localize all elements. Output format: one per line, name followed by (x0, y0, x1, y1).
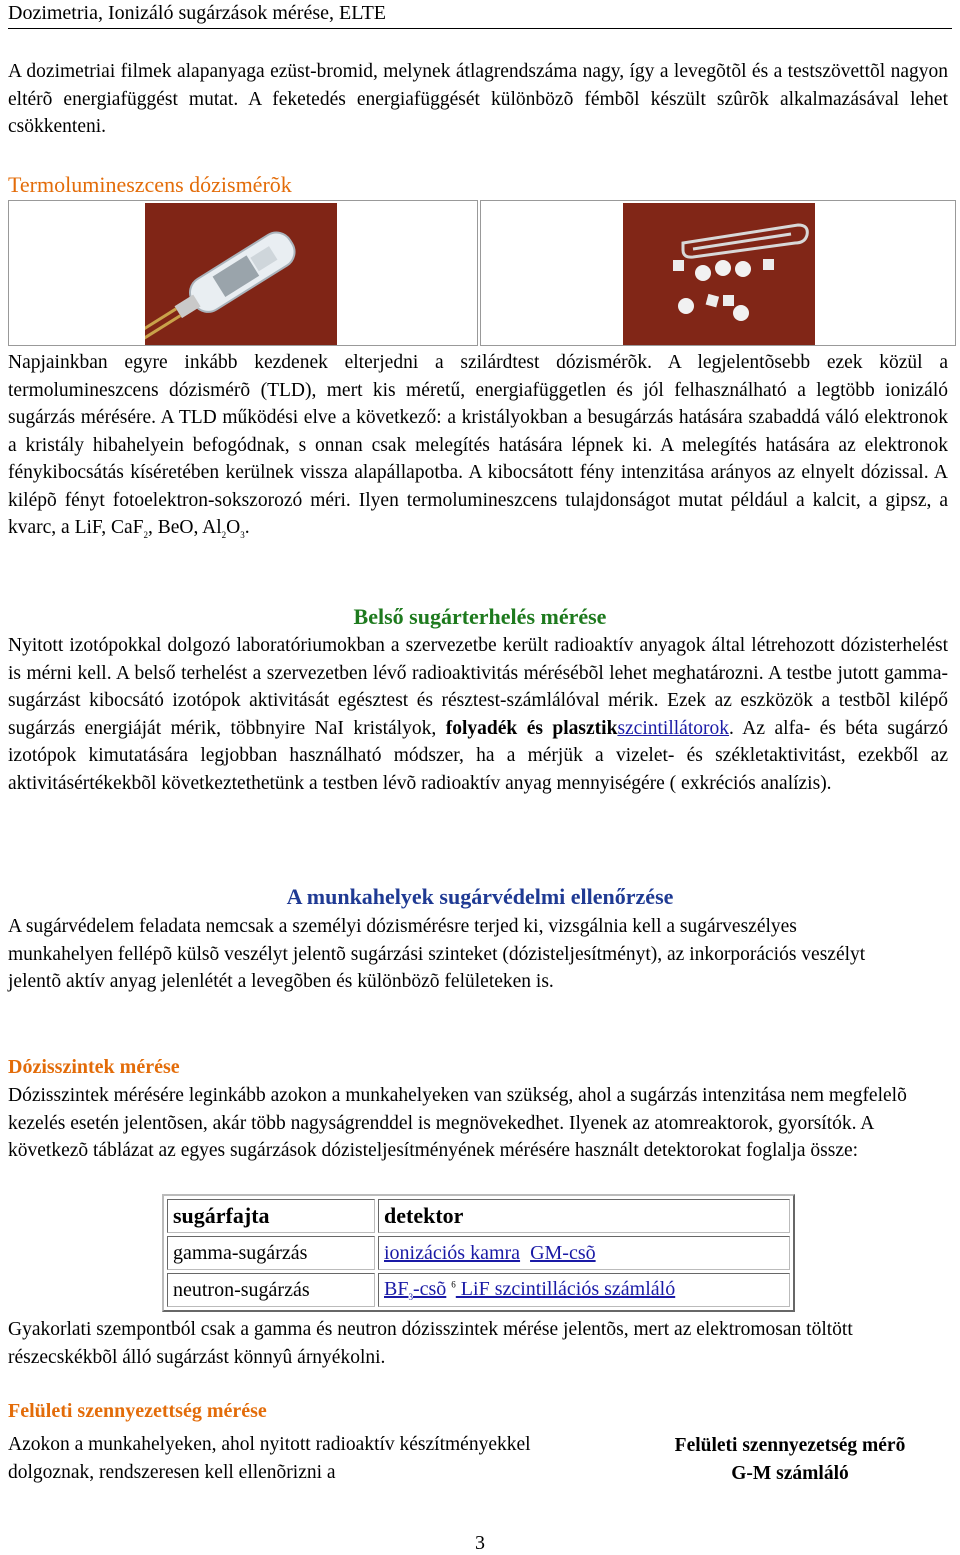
scintillator-link[interactable]: szcintillátorok (617, 717, 729, 739)
internal-exposure-paragraph (8, 632, 948, 797)
lif-scintillation-counter-link[interactable]: LiF szcintillációs számláló (455, 1278, 676, 1300)
image-cell-left (8, 200, 478, 346)
cell-neutron: neutron-sugárzás (167, 1273, 375, 1307)
intro-paragraph: A dozimetriai filmek alapanyaga ezüst-bromid, melynek átlagrendszáma nagy, így a levegõtõl és a testszövettõl nagyon eltérõ energiafüggést mutat. A feketedés energiafüggését különbözõ fémbõl készült szûrõk alkalmazásával lehet csökkenteni. (8, 61, 948, 137)
col-header-radiation-type: sugárfajta (167, 1199, 375, 1233)
workplace-heading: A munkahelyek sugárvédelmi ellenőrzése (286, 884, 674, 909)
dose-rate-heading: Dózisszintek mérése (8, 1056, 180, 1078)
table-row (167, 1236, 790, 1270)
tld-heading: Termolumineszcens dózismérõk (8, 172, 292, 197)
surface-heading: Felületi szennyezettség mérése (8, 1400, 267, 1422)
cell-gamma: gamma-sugárzás (167, 1236, 375, 1270)
tld-formula-o: O (226, 517, 241, 538)
tld-paragraph-text: Napjainkban egyre inkább kezdenek elterjedni a szilárdtest dózismérõk. A legjelentõsebb ezek közül a termolumineszcens dózismérõ (TLD), mert kis méretű, energiafüggetlen és jól felhasználható a legtöbb ionizáló sugárzás mérésére. A TLD működési elve a következő: a kristályokban a besugárzás hatására szabaddá váló elektronok a kristály hibahelyein befogódnak, s onnan csak melegítés hatására lépnek ki. A melegítés hatására az elektronok fénykibocsátás kíséretében kerülnek vissza alapállapotba. A kibocsátott fény intenzitása arányos az elnyelt dózissal. A kilépõ fényt fotoelektron-sokszorozó méri. Ilyen termolumineszcens tulajdonságot mutat például a kalcit, a gipsz, a kvarc, a LiF, CaF (8, 352, 948, 538)
surface-caption-line1: Felületi szennyezetség mérõ (674, 1435, 906, 1456)
tld-chips-photo (623, 203, 815, 345)
document-title: Dozimetria, Ionizáló sugárzások mérése, ELTE (8, 2, 387, 24)
internal-exposure-heading: Belső sugárterhelés mérése (353, 604, 607, 629)
caf2-subscript: 2 (143, 529, 148, 540)
page-header (0, 0, 960, 30)
internal-text-a: Nyitott izotópokkal dolgozó laboratóriumokban a szervezetbe került radioaktív anyagok által létrehozott dózisterhelést is mérni kell. A belső terhelést a szervezetben lévő radioaktivitás mérésébõl lehet meghatározni. A testbe jutott gamma-sugárzást kibocsátó izotópok aktivitását egésztest és résztest-számlálóval mérik. Ezek az eszközök a testbõl kilépő sugárzás energiáját mérik, többnyire NaI kristályok, (8, 635, 948, 739)
internal-bold-text: folyadék és plasztik (445, 717, 618, 739)
bf3-tube-link[interactable]: $BF_3$-csõ (384, 1278, 447, 1302)
tld-image-row (8, 200, 956, 346)
header-divider (8, 28, 952, 29)
ionization-chamber-link[interactable]: ionizációs kamra (384, 1241, 521, 1264)
page-number: 3 (475, 1532, 485, 1554)
dose-rate-paragraph: Dózisszintek mérésére leginkább azokon a munkahelyeken van szükség, ahol a sugárzás intenzitása nem megfelelõ kezelés esetén jelentõsen, akár több nagyságrenddel is megnövekedhet. Ilyenek az atomreaktorok, gyorsítók. A következõ táblázat az egyes sugárzások dózisteljesítményének mérésére használt detektorokat foglalja össze: (8, 1085, 907, 1161)
dose-rate-after-paragraph: Gyakorlati szempontból csak a gamma és neutron dózisszintek mérése jelentõs, mert az elektromosan töltött részecskékbõl álló sugárzást könnyû árnyékolni. (8, 1319, 853, 1368)
cell-neutron-detectors (378, 1273, 790, 1307)
image-cell-right (480, 200, 956, 346)
table-header-row (167, 1199, 790, 1233)
al2-subscript: 2 (221, 529, 227, 540)
detector-table (162, 1194, 795, 1312)
tld-capsule-photo (145, 203, 337, 345)
tld-formula-end: . (244, 517, 250, 538)
workplace-paragraph: A sugárvédelem feladata nemcsak a személyi dózismérésre terjed ki, vizsgálnia kell a sugárveszélyes munkahelyen fellépõ külsõ veszélyt jelentõ sugárzási szinteket (dózisteljesítményt), az inkorporációs veszélyt jelentõ aktív anyag jelenlétét a levegõben és különbözõ felületeken is. (8, 916, 866, 992)
internal-text-b: . Az alfa- és béta sugárzó izotópok kimutatására legjobban használható módszer, ha a mérjük a vizelet- és székletaktivitást, ezekből az aktivitásértékekbõl következtethetünk a testben lévõ radioaktív anyag mennyiségére ( exkréciós analízis). (8, 717, 949, 794)
col-header-detector: detektor (378, 1199, 790, 1233)
tld-paragraph (8, 349, 948, 549)
gm-tube-link[interactable]: GM-csõ (530, 1241, 596, 1264)
surface-paragraph: Azokon a munkahelyeken, ahol nyitott radioaktív készítményekkel dolgoznak, rendszeresen kell ellenõrizni a (8, 1434, 531, 1483)
cell-gamma-detectors (378, 1236, 790, 1270)
tld-formula-mid: , BeO, Al (147, 517, 222, 538)
surface-caption-line2: G-M számláló (731, 1463, 849, 1484)
o3-subscript: 3 (240, 529, 245, 540)
lithium6-superscript: 6 (451, 1279, 456, 1290)
table-row (167, 1273, 790, 1307)
